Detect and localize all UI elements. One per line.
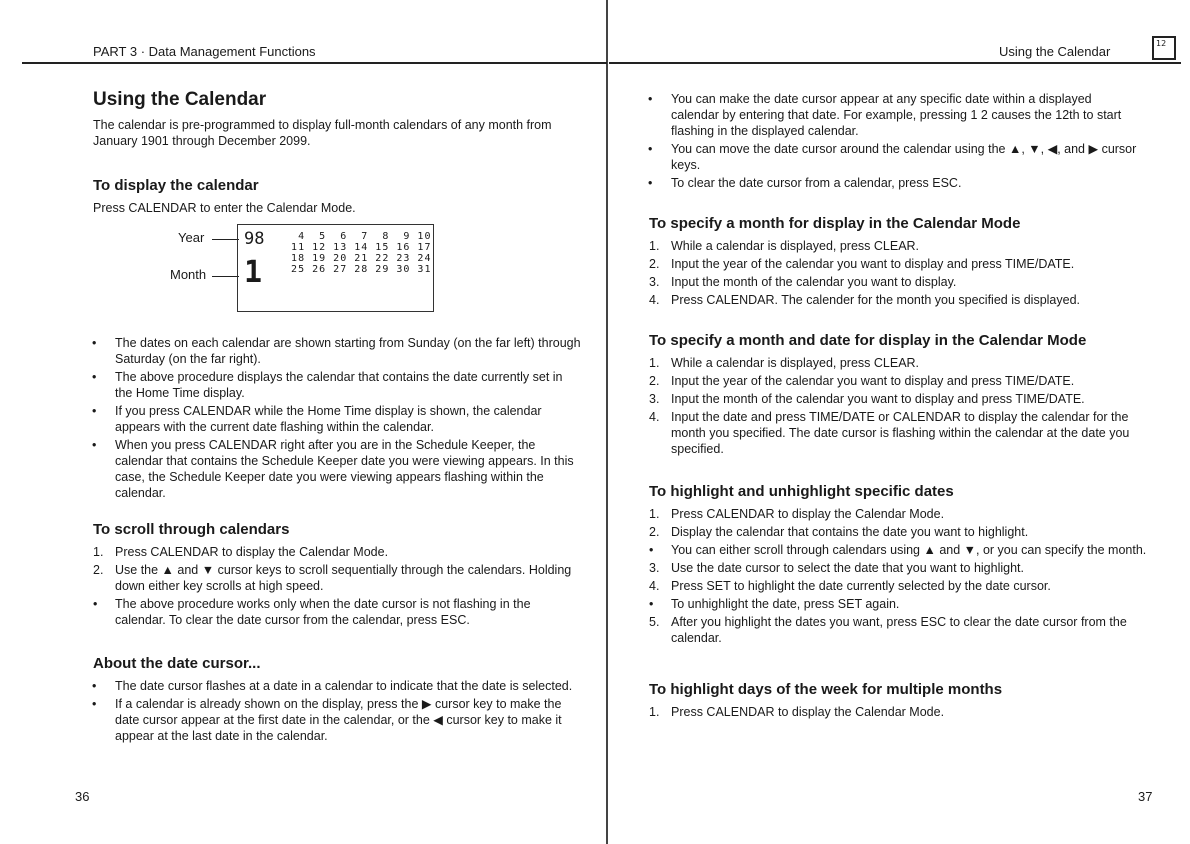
step-marker: •	[93, 597, 98, 611]
step-text: While a calendar is displayed, press CLEAR.	[671, 239, 920, 253]
step-item	[649, 704, 1159, 720]
left-header-rule	[22, 62, 607, 64]
step-item	[649, 373, 1159, 389]
intro-text: The calendar is pre-programmed to display full-month calendars of any month from January 1901 through December 2099.	[93, 118, 552, 148]
bullet-marker: •	[92, 679, 97, 693]
cursor-notes	[93, 678, 583, 744]
step-marker: 3.	[649, 392, 660, 406]
right-page-number: 37	[1138, 789, 1153, 804]
step-item	[649, 524, 1159, 540]
step-item	[649, 256, 1159, 272]
step-text: Press CALENDAR to display the Calendar Mode.	[115, 545, 389, 559]
list-item-text: If a calendar is already shown on the display, press the ▶ cursor key to make the date cursor appear at the first date in the calendar, or the ◀ cursor key to make it appear at the last date in the calendar.	[115, 697, 562, 743]
list-item-text: The date cursor flashes at a date in a calendar to indicate that the date is selected.	[115, 679, 573, 693]
lcd-month-label: Month	[170, 267, 207, 282]
step-item	[649, 560, 1159, 576]
step-marker: 1.	[649, 239, 660, 253]
lcd-month-value: 1	[244, 255, 263, 290]
step-item	[649, 292, 1159, 308]
month-date-heading: To specify a month and date for display in the Calendar Mode	[649, 332, 1087, 349]
left-page-number: 36	[75, 789, 90, 804]
list-item	[93, 403, 583, 435]
step-text: Press SET to highlight the date currently selected by the date cursor.	[671, 579, 1051, 593]
step-item	[649, 578, 1159, 594]
bullet-marker: •	[648, 92, 653, 106]
bullet-marker: •	[648, 176, 653, 190]
bullet-marker: •	[92, 697, 97, 711]
step-text: The above procedure works only when the date cursor is not flashing in the calendar. To clear the date cursor from the calendar, press ESC.	[115, 597, 531, 627]
cursor-tips-section	[649, 91, 1139, 193]
highlight-section	[649, 483, 1159, 648]
month-heading: To specify a month for display in the Calendar Mode	[649, 215, 1021, 232]
page-title: Using the Calendar	[93, 89, 267, 110]
right-header-rule	[609, 62, 1181, 64]
step-item	[649, 391, 1159, 407]
step-item	[649, 355, 1159, 371]
right-running-header: Using the Calendar	[999, 44, 1111, 59]
step-text: After you highlight the dates you want, press ESC to clear the date cursor from the calendar.	[671, 615, 1127, 645]
highlight-steps	[649, 506, 1159, 646]
step-marker: •	[649, 597, 654, 611]
step-text: While a calendar is displayed, press CLEAR.	[671, 356, 920, 370]
cursor-section	[93, 655, 583, 746]
bullet-marker: •	[92, 336, 97, 350]
step-marker: 2.	[649, 257, 660, 271]
left-running-header: PART 3 · Data Management Functions	[93, 44, 316, 59]
notes-list	[93, 335, 583, 501]
step-item	[649, 238, 1159, 254]
highlight-heading: To highlight and unhighlight specific dates	[649, 483, 954, 500]
month-steps	[649, 238, 1159, 308]
list-item	[93, 437, 583, 501]
list-item	[649, 141, 1139, 173]
display-heading: To display the calendar	[93, 177, 259, 194]
right-page	[609, 0, 1190, 844]
list-item-text: When you press CALENDAR right after you are in the Schedule Keeper, the calendar that contains the Schedule Keeper date you were viewing appears. In this case, the Schedule Keeper date you were viewing appears flashing within the calendar.	[115, 438, 574, 500]
scroll-steps	[93, 544, 583, 628]
step-item	[93, 562, 583, 594]
week-heading: To highlight days of the week for multiple months	[649, 681, 1003, 698]
step-marker: 1.	[649, 705, 660, 719]
list-item-text: To clear the date cursor from a calendar, press ESC.	[671, 176, 962, 190]
month-date-steps	[649, 355, 1159, 457]
step-text: Use the date cursor to select the date that you want to highlight.	[671, 561, 1024, 575]
notes-section	[93, 331, 583, 503]
step-item	[649, 409, 1159, 457]
display-text: Press CALENDAR to enter the Calendar Mode.	[93, 201, 356, 215]
bullet-marker: •	[92, 370, 97, 384]
week-steps	[649, 704, 1159, 720]
scroll-section	[93, 521, 583, 630]
list-item-text: You can move the date cursor around the calendar using the ▲, ▼, ◀, and ▶ cursor keys.	[671, 142, 1137, 172]
step-text: Display the calendar that contains the date you want to highlight.	[671, 525, 1029, 539]
list-item-text: You can make the date cursor appear at any specific date within a displayed calendar by entering that date. For example, pressing 1 2 causes the 12th to start flashing in the displayed calendar.	[671, 92, 1122, 138]
step-item	[93, 596, 583, 628]
lcd-year-value: 98	[244, 229, 265, 249]
list-item-text: The above procedure displays the calendar that contains the date currently set in the Home Time display.	[115, 370, 563, 400]
step-marker: 4.	[649, 293, 660, 307]
step-marker: 3.	[649, 561, 660, 575]
calendar-icon: 12	[1152, 36, 1176, 60]
step-item	[649, 614, 1159, 646]
lcd-year-label: Year	[178, 230, 205, 245]
step-item	[649, 506, 1159, 522]
step-marker: 2.	[93, 563, 104, 577]
step-text: Press CALENDAR to display the Calendar Mode.	[671, 705, 945, 719]
step-item	[649, 542, 1159, 558]
step-marker: 5.	[649, 615, 660, 629]
step-marker: 2.	[649, 525, 660, 539]
step-marker: 1.	[649, 356, 660, 370]
step-item	[649, 274, 1159, 290]
step-marker: 3.	[649, 275, 660, 289]
cursor-heading: About the date cursor...	[93, 655, 261, 672]
bullet-marker: •	[648, 142, 653, 156]
lcd-date-grid: 4 5 6 7 8 9 10 11 12 13 14 15 16 17 18 19 20 21 22 23 24 25 26 27 28 29 30 31	[291, 231, 432, 275]
list-item	[93, 696, 583, 744]
month-date-section	[649, 332, 1159, 459]
bullet-marker: •	[92, 404, 97, 418]
year-leader-line	[212, 239, 239, 240]
step-marker: 1.	[93, 545, 104, 559]
step-marker: 2.	[649, 374, 660, 388]
cursor-tips-list	[649, 91, 1139, 191]
step-marker: 1.	[649, 507, 660, 521]
step-marker: •	[649, 543, 654, 557]
step-text: Press CALENDAR to display the Calendar Mode.	[671, 507, 945, 521]
list-item-text: The dates on each calendar are shown starting from Sunday (on the far left) through Saturday (on the far right).	[115, 336, 581, 366]
list-item	[649, 91, 1139, 139]
list-item	[93, 335, 583, 367]
week-section	[649, 681, 1159, 722]
month-section	[649, 215, 1159, 310]
step-marker: 4.	[649, 579, 660, 593]
step-text: Input the month of the calendar you want to display.	[671, 275, 957, 289]
step-text: Input the date and press TIME/DATE or CALENDAR to display the calendar for the month you specified. The date cursor is flashing within the calendar at the date you specified.	[671, 410, 1130, 456]
step-text: Input the month of the calendar you want to display and press TIME/DATE.	[671, 392, 1085, 406]
bullet-marker: •	[92, 438, 97, 452]
scroll-heading: To scroll through calendars	[93, 521, 290, 538]
step-text: Input the year of the calendar you want to display and press TIME/DATE.	[671, 257, 1075, 271]
list-item-text: If you press CALENDAR while the Home Time display is shown, the calendar appears with the current date flashing within the calendar.	[115, 404, 542, 434]
step-item	[649, 596, 1159, 612]
month-leader-line	[212, 276, 239, 277]
step-marker: 4.	[649, 410, 660, 424]
list-item	[93, 369, 583, 401]
step-text: Use the ▲ and ▼ cursor keys to scroll sequentially through the calendars. Holding down either key scrolls at high speed.	[115, 563, 572, 593]
list-item	[649, 175, 1139, 191]
step-text: Press CALENDAR. The calender for the month you specified is displayed.	[671, 293, 1080, 307]
display-section	[93, 177, 583, 216]
step-text: You can either scroll through calendars using ▲ and ▼, or you can specify the month.	[671, 543, 1147, 557]
lcd-calendar-display	[237, 224, 434, 312]
step-text: Input the year of the calendar you want to display and press TIME/DATE.	[671, 374, 1075, 388]
step-text: To unhighlight the date, press SET again.	[671, 597, 900, 611]
intro-section	[93, 89, 583, 149]
list-item	[93, 678, 583, 694]
step-item	[93, 544, 583, 560]
